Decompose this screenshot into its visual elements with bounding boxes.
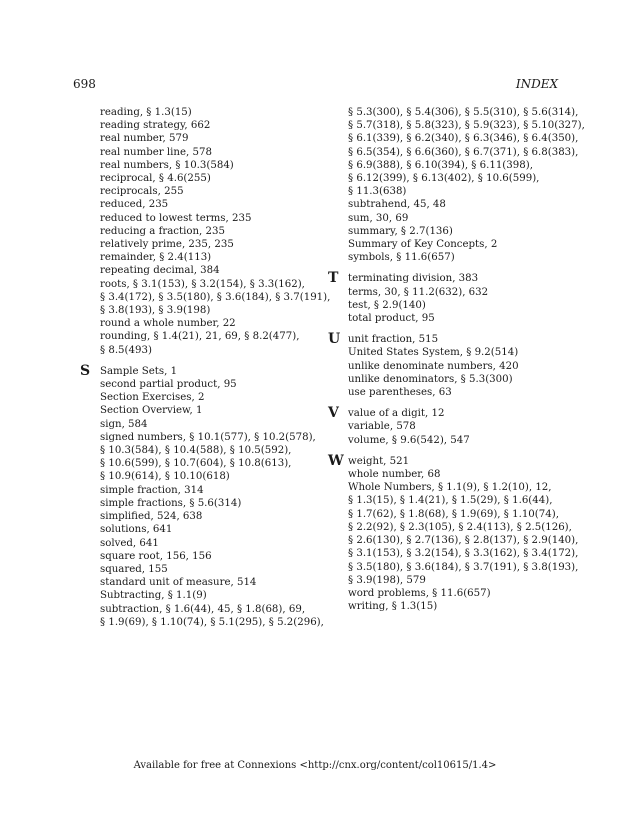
index-entry: reciprocals, 255: [100, 186, 184, 198]
index-entry: writing, § 1.3(15): [348, 601, 438, 613]
index-entry: § 6.5(354), § 6.6(360), § 6.7(371), § 6.8(383),: [348, 146, 579, 158]
index-entry: § 10.6(599), § 10.7(604), § 10.8(613),: [100, 458, 292, 470]
index-entry: signed numbers, § 10.1(577), § 10.2(578),: [100, 431, 316, 443]
index-entry: round a whole number, 22: [100, 318, 236, 330]
index-entry: reading strategy, 662: [100, 120, 211, 132]
index-entry: unlike denominators, § 5.3(300): [348, 373, 513, 385]
index-entry: test, § 2.9(140): [348, 299, 426, 311]
index-entry: United States System, § 9.2(514): [348, 347, 519, 359]
index-entry: whole number, 68: [348, 469, 441, 481]
running-head: INDEX: [515, 77, 558, 91]
index-entry: standard unit of measure, 514: [100, 577, 257, 589]
index-group-continued: [80, 106, 331, 357]
index-entry: § 6.9(388), § 6.10(394), § 6.11(398),: [348, 159, 533, 171]
index-entry: reduced to lowest terms, 235: [100, 212, 252, 224]
index-entry: volume, § 9.6(542), 547: [348, 434, 470, 446]
index-entry: remainder, § 2.4(113): [100, 252, 212, 264]
index-group-s: [80, 362, 325, 629]
index-entry: reciprocal, § 4.6(255): [100, 173, 211, 185]
index-entry: solved, 641: [100, 537, 159, 549]
index-entry: § 3.8(193), § 3.9(198): [100, 305, 211, 317]
index-group-continued: [328, 106, 585, 264]
index-entry: square root, 156, 156: [100, 550, 212, 562]
index-letter-heading: U: [328, 331, 341, 348]
index-entry: roots, § 3.1(153), § 3.2(154), § 3.3(162),: [100, 278, 305, 290]
index-entry: simple fraction, 314: [100, 484, 204, 496]
index-entry: § 3.4(172), § 3.5(180), § 3.6(184), § 3.7(191),: [100, 291, 331, 303]
index-entry: reduced, 235: [100, 199, 169, 211]
index-entry: unlike denominate numbers, 420: [348, 360, 519, 372]
index-entry: Section Overview, 1: [100, 405, 203, 417]
index-entry: § 10.3(584), § 10.4(588), § 10.5(592),: [100, 445, 292, 457]
index-entry: § 10.9(614), § 10.10(618): [100, 471, 230, 483]
index-letter-heading: W: [328, 452, 344, 469]
index-group-t: [328, 272, 573, 325]
index-entry: simplified, 524, 638: [100, 511, 203, 523]
index-entry: solutions, 641: [100, 524, 173, 536]
index-entry: § 3.9(198), 579: [348, 574, 426, 586]
index-entry: reading, § 1.3(15): [100, 107, 192, 118]
index-entry: § 5.7(318), § 5.8(323), § 5.9(323), § 5.10(327),: [348, 120, 585, 132]
index-group-u: [328, 333, 573, 399]
index-entry: § 6.12(399), § 6.13(402), § 10.6(599),: [348, 173, 540, 185]
index-entry: value of a digit, 12: [348, 408, 445, 420]
index-entry: use parentheses, 63: [348, 387, 452, 399]
index-entry: § 1.9(69), § 1.10(74), § 5.1(295), § 5.2(296),: [100, 616, 324, 628]
index-letter-heading: T: [328, 270, 339, 287]
index-entry: summary, § 2.7(136): [348, 225, 453, 237]
index-entry: real numbers, § 10.3(584): [100, 159, 234, 171]
index-entry: § 3.1(153), § 3.2(154), § 3.3(162), § 3.4(172),: [348, 548, 579, 560]
index-entry: relatively prime, 235, 235: [100, 239, 234, 251]
index-entry: real number, 579: [100, 133, 189, 145]
index-entry: § 11.3(638): [348, 186, 407, 198]
index-entry: word problems, § 11.6(657): [348, 587, 491, 599]
index-entry: symbols, § 11.6(657): [348, 252, 455, 264]
index-entry: total product, 95: [348, 313, 435, 325]
index-entry: second partial product, 95: [100, 379, 237, 391]
index-entry: terminating division, 383: [348, 273, 479, 285]
index-column-left: [80, 106, 331, 637]
index-entry: subtraction, § 1.6(44), 45, § 1.8(68), 69,: [100, 603, 306, 615]
index-entry: Sample Sets, 1: [100, 365, 178, 377]
index-entry: § 5.3(300), § 5.4(306), § 5.5(310), § 5.6(314),: [348, 107, 579, 118]
index-entry: repeating decimal, 384: [100, 265, 220, 277]
index-entry: variable, 578: [348, 421, 416, 433]
index-entry: § 8.5(493): [100, 344, 152, 356]
index-entry: unit fraction, 515: [348, 334, 439, 346]
index-entry: weight, 521: [348, 455, 410, 467]
index-entry: § 1.3(15), § 1.4(21), § 1.5(29), § 1.6(44),: [348, 495, 553, 507]
index-group-w: [328, 452, 579, 613]
index-group-v: [328, 407, 573, 447]
index-entry: Summary of Key Concepts, 2: [348, 239, 498, 251]
index-entry: subtrahend, 45, 48: [348, 199, 446, 211]
index-entry: § 1.7(62), § 1.8(68), § 1.9(69), § 1.10(74),: [348, 508, 559, 520]
index-entry: rounding, § 1.4(21), 21, 69, § 8.2(477),: [100, 331, 300, 343]
index-entry: simple fractions, § 5.6(314): [100, 497, 242, 509]
index-entry: § 6.1(339), § 6.2(340), § 6.3(346), § 6.4(350),: [348, 133, 579, 145]
index-letter-heading: S: [80, 362, 91, 379]
page-number: 698: [73, 77, 96, 91]
index-entry: squared, 155: [100, 563, 168, 575]
index-entry: Subtracting, § 1.1(9): [100, 590, 207, 602]
index-entry: § 2.6(130), § 2.7(136), § 2.8(137), § 2.9(140),: [348, 535, 579, 547]
index-column-right: [328, 106, 585, 621]
index-entry: terms, 30, § 11.2(632), 632: [348, 286, 489, 298]
index-entry: reducing a fraction, 235: [100, 225, 225, 237]
index-entry: sign, 584: [100, 418, 148, 430]
index-entry: Section Exercises, 2: [100, 392, 205, 404]
index-entry: real number line, 578: [100, 146, 212, 158]
index-entry: sum, 30, 69: [348, 212, 409, 224]
index-entry: § 3.5(180), § 3.6(184), § 3.7(191), § 3.8(193),: [348, 561, 579, 573]
footer-availability-note: Available for free at Connexions <http://cnx.org/content/col10615/1.4>: [133, 760, 497, 771]
index-letter-heading: V: [328, 405, 339, 422]
index-entry: § 2.2(92), § 2.3(105), § 2.4(113), § 2.5(126),: [348, 521, 572, 533]
index-entry: Whole Numbers, § 1.1(9), § 1.2(10), 12,: [348, 482, 552, 494]
